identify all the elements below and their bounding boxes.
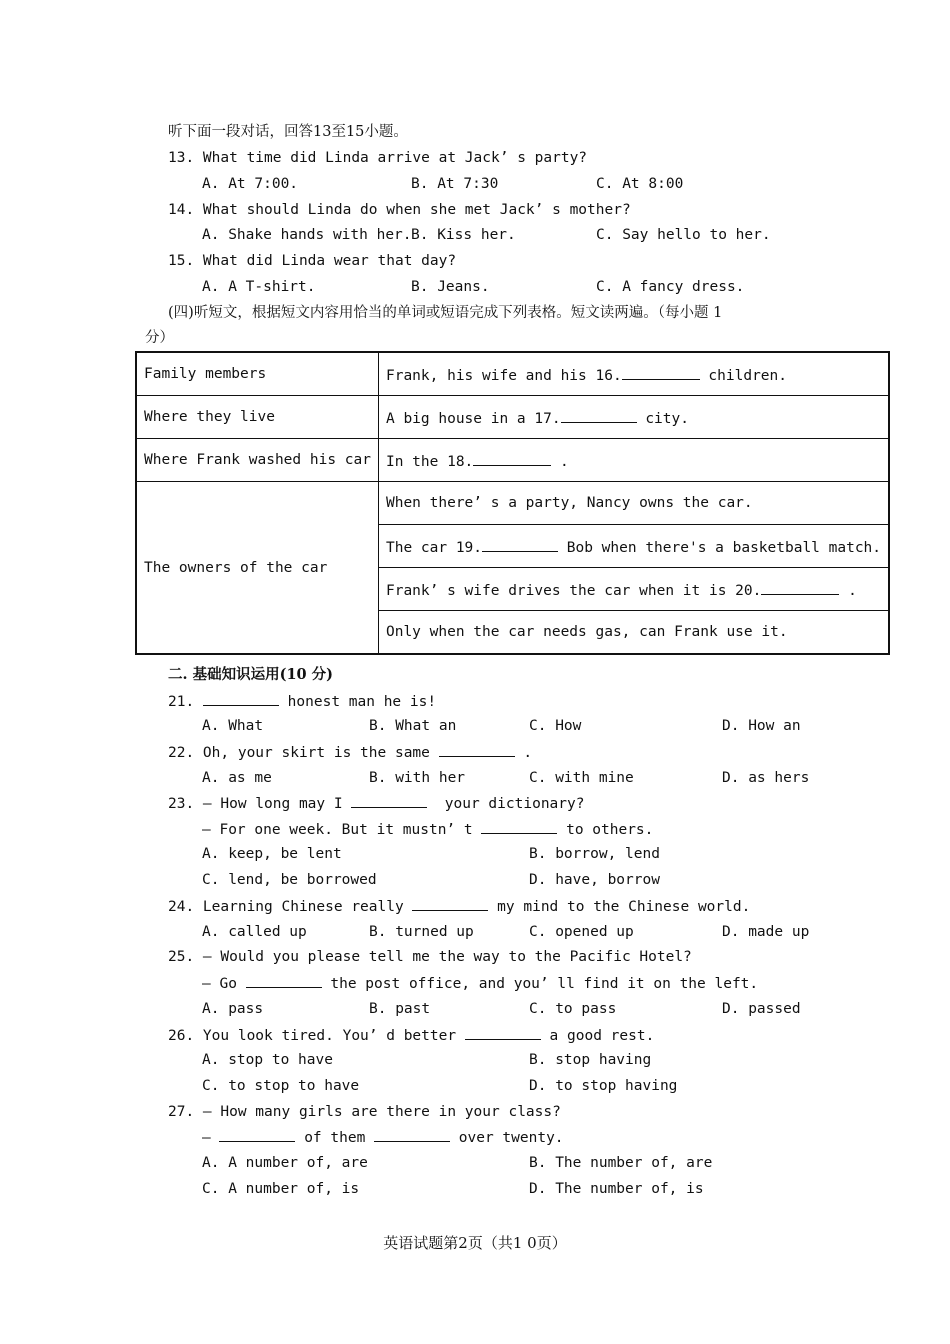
- q15-option-c: C. A fancy dress.: [596, 279, 745, 295]
- row-value-family: [378, 352, 889, 396]
- owner-party: When there’ s a party, Nancy owns the car.: [378, 482, 889, 525]
- cell-text: children.: [699, 367, 787, 384]
- q21-option-c: C. How: [529, 718, 582, 734]
- q-text: 22. Oh, your skirt is the same: [168, 745, 439, 761]
- q-text: the post office, and you’ ll find it on the left.: [321, 976, 759, 992]
- cell-text: A big house in a 17.: [385, 410, 561, 427]
- owner-frank: Only when the car needs gas, can Frank use it.: [378, 611, 889, 655]
- q27-option-a: A. A number of, are: [202, 1155, 368, 1171]
- q-text: my mind to the Chinese world.: [488, 899, 751, 915]
- question-21-stem: [168, 691, 436, 712]
- question-25-stem: 25. — Would you please tell me the way to the Pacific Hotel?: [168, 949, 692, 965]
- answer-blank-18[interactable]: [473, 451, 551, 466]
- answer-blank-16[interactable]: [622, 365, 700, 380]
- row-value-wash: [378, 439, 889, 482]
- q22-option-c: C. with mine: [529, 770, 634, 786]
- q25-option-c: C. to pass: [529, 1001, 617, 1017]
- q-text: —: [202, 1130, 220, 1146]
- q13-option-b: B. At 7:30: [411, 176, 499, 192]
- question-27-response: [202, 1127, 564, 1148]
- q26-option-b: B. stop having: [529, 1052, 652, 1068]
- q13-option-a: A. At 7:00.: [202, 176, 299, 192]
- answer-blank-22[interactable]: [439, 742, 515, 757]
- q25-option-a: A. pass: [202, 1001, 264, 1017]
- question-15-stem: 15. What did Linda wear that day?: [168, 253, 457, 269]
- row-label-live: Where they live: [136, 396, 378, 439]
- row-label-wash: Where Frank washed his car: [136, 439, 378, 482]
- q15-option-b: B. Jeans.: [411, 279, 490, 295]
- q15-option-a: A. A T-shirt.: [202, 279, 316, 295]
- q-text: — Go: [202, 976, 246, 992]
- cell-text: Bob when there's a basketball match.: [558, 539, 882, 556]
- q24-option-a: A. called up: [202, 924, 307, 940]
- cell-text: Frank’ s wife drives the car when it is 20.: [385, 582, 762, 599]
- question-14-stem: 14. What should Linda do when she met Jack’ s mother?: [168, 202, 631, 218]
- answer-blank-27a[interactable]: [219, 1127, 295, 1142]
- question-24-stem: [168, 896, 750, 917]
- q-text: to others.: [557, 822, 654, 838]
- answer-blank-17[interactable]: [561, 408, 637, 423]
- q27-option-c: C. A number of, is: [202, 1181, 360, 1197]
- row-value-live: [378, 396, 889, 439]
- q25-option-b: B. past: [369, 1001, 431, 1017]
- owner-wife: [378, 568, 889, 611]
- q22-option-b: B. with her: [369, 770, 466, 786]
- answer-blank-24[interactable]: [412, 896, 488, 911]
- q14-option-b: B. Kiss her.: [411, 227, 516, 243]
- q21-option-d: D. How an: [722, 718, 801, 734]
- q26-option-c: C. to stop to have: [202, 1078, 360, 1094]
- part4-instructions-cont: 分）: [145, 330, 174, 346]
- q24-option-d: D. made up: [722, 924, 810, 940]
- cell-text: .: [551, 453, 569, 470]
- answer-blank-26[interactable]: [465, 1025, 541, 1040]
- cell-text: Frank, his wife and his 16.: [385, 367, 622, 384]
- table-row: [136, 482, 889, 525]
- answer-blank-19[interactable]: [482, 537, 558, 552]
- answer-blank-20[interactable]: [761, 580, 839, 595]
- answer-blank-23b[interactable]: [481, 819, 557, 834]
- question-23-stem: [168, 793, 584, 814]
- q21-option-a: A. What: [202, 718, 264, 734]
- table-row: [136, 352, 889, 396]
- info-table: [135, 351, 890, 655]
- table-row: [136, 396, 889, 439]
- q27-option-b: B. The number of, are: [529, 1155, 713, 1171]
- q-text: of them: [295, 1130, 375, 1146]
- question-22-stem: [168, 742, 532, 763]
- q-text: 26. You look tired. You’ d better: [168, 1028, 465, 1044]
- row-label-owners: The owners of the car: [136, 482, 378, 655]
- page-footer: 英语试题第2页（共1 0页）: [383, 1234, 567, 1252]
- question-26-stem: [168, 1025, 654, 1046]
- q26-option-a: A. stop to have: [202, 1052, 333, 1068]
- q13-option-c: C. At 8:00: [596, 176, 684, 192]
- q24-option-b: B. turned up: [369, 924, 474, 940]
- q26-option-d: D. to stop having: [529, 1078, 678, 1094]
- q-text: 24. Learning Chinese really: [168, 899, 413, 915]
- cell-text: city.: [636, 410, 689, 427]
- q23-option-c: C. lend, be borrowed: [202, 872, 377, 888]
- q14-option-a: A. Shake hands with her.: [202, 227, 412, 243]
- answer-blank-21[interactable]: [203, 691, 279, 706]
- answer-blank-25[interactable]: [246, 973, 322, 988]
- q14-option-c: C. Say hello to her.: [596, 227, 771, 243]
- q23-option-b: B. borrow, lend: [529, 846, 660, 862]
- q-text: a good rest.: [540, 1028, 655, 1044]
- q27-option-d: D. The number of, is: [529, 1181, 704, 1197]
- cell-text: .: [839, 582, 857, 599]
- table-row: [136, 439, 889, 482]
- cell-text: The car 19.: [385, 539, 483, 556]
- q25-option-d: D. passed: [722, 1001, 801, 1017]
- question-13-stem: 13. What time did Linda arrive at Jack’ s party?: [168, 150, 588, 166]
- q21-option-b: B. What an: [369, 718, 457, 734]
- row-label-family: Family members: [136, 352, 378, 396]
- q-number: 21.: [168, 694, 195, 710]
- q24-option-c: C. opened up: [529, 924, 634, 940]
- owner-basketball: [378, 525, 889, 568]
- section-2-title: 二. 基础知识运用(10 分): [168, 666, 334, 683]
- question-23-response: [202, 819, 653, 840]
- q23-option-d: D. have, borrow: [529, 872, 660, 888]
- q-text: — For one week. But it mustn’ t: [202, 822, 482, 838]
- q22-option-a: A. as me: [202, 770, 272, 786]
- q-text: .: [514, 745, 533, 761]
- q-text: honest man he is!: [278, 694, 437, 710]
- part4-instructions: (四)听短文，根据短文内容用恰当的单词或短语完成下列表格。短文读两遍。（每小题 1: [168, 305, 723, 321]
- q22-option-d: D. as hers: [722, 770, 810, 786]
- cell-text: In the 18.: [385, 453, 474, 470]
- question-25-response: [202, 973, 758, 994]
- question-27-stem: 27. — How many girls are there in your class?: [168, 1104, 561, 1120]
- answer-blank-27b[interactable]: [374, 1127, 450, 1142]
- q-text: over twenty.: [450, 1130, 564, 1146]
- q23-option-a: A. keep, be lent: [202, 846, 342, 862]
- q-text: your dictionary?: [427, 796, 585, 812]
- listening-intro: 听下面一段对话，回答13至15小题。: [168, 124, 408, 140]
- q-text: 23. — How long may I: [168, 796, 352, 812]
- answer-blank-23a[interactable]: [351, 793, 427, 808]
